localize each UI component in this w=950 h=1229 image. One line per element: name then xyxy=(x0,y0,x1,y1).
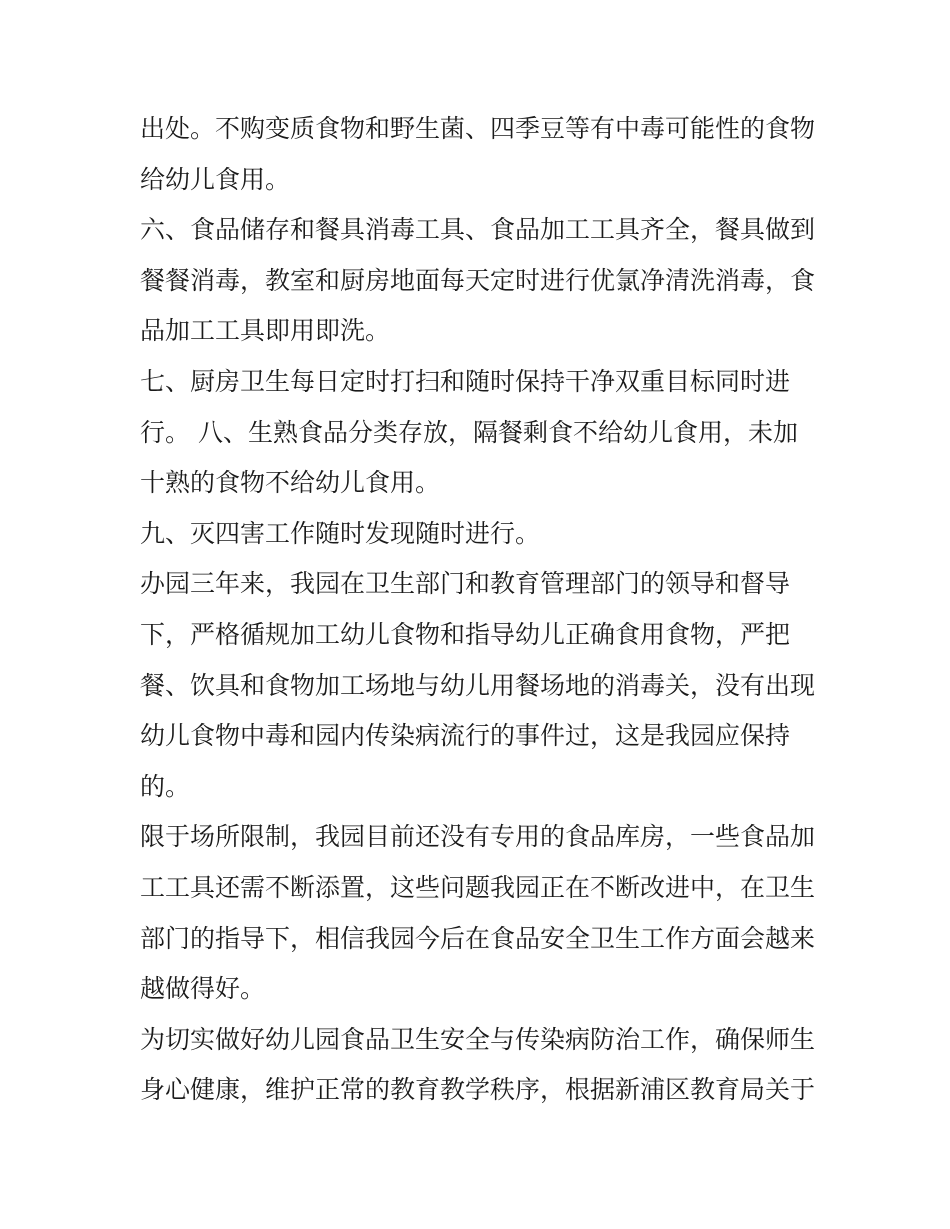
text-line: 办园三年来，我园在卫生部门和教育管理部门的领导和督导 xyxy=(140,569,791,599)
text-line: 十熟的食物不给幼儿食用。 xyxy=(140,468,441,498)
text-line: 行。 八、生熟食品分类存放，隔餐剩食不给幼儿食用，未加 xyxy=(140,417,798,447)
text-line: 的。 xyxy=(140,771,191,801)
text-line: 品加工工具即用即洗。 xyxy=(140,316,391,346)
text-line: 六、食品储存和餐具消毒工具、食品加工工具齐全，餐具做到 xyxy=(140,215,816,245)
text-line: 身心健康，维护正常的教育教学秩序，根据新浦区教育局关于 xyxy=(140,1075,816,1105)
text-line: 九、灭四害工作随时发现随时进行。 xyxy=(140,518,541,548)
text-line: 七、厨房卫生每日定时打扫和随时保持干净双重目标同时进 xyxy=(140,366,791,396)
document-body xyxy=(140,104,830,1116)
text-line: 部门的指导下，相信我园今后在食品安全卫生工作方面会越来 xyxy=(140,923,816,953)
text-line: 为切实做好幼儿园食品卫生安全与传染病防治工作，确保师生 xyxy=(140,1024,816,1054)
text-line: 餐、饮具和食物加工场地与幼儿用餐场地的消毒关，没有出现 xyxy=(140,670,816,700)
text-line: 幼儿食物中毒和园内传染病流行的事件过，这是我园应保持 xyxy=(140,721,791,751)
text-line: 给幼儿食用。 xyxy=(140,164,291,194)
text-line: 越做得好。 xyxy=(140,974,266,1004)
text-line: 限于场所限制，我园目前还没有专用的食品库房，一些食品加 xyxy=(140,822,816,852)
text-line: 工工具还需不断添置，这些问题我园正在不断改进中，在卫生 xyxy=(140,872,816,902)
text-line: 餐餐消毒，教室和厨房地面每天定时进行优氯净清洗消毒，食 xyxy=(140,265,816,295)
text-line: 下，严格循规加工幼儿食物和指导幼儿正确食用食物，严把 xyxy=(140,619,791,649)
text-line: 出处。不购变质食物和野生菌、四季豆等有中毒可能性的食物 xyxy=(140,114,816,143)
